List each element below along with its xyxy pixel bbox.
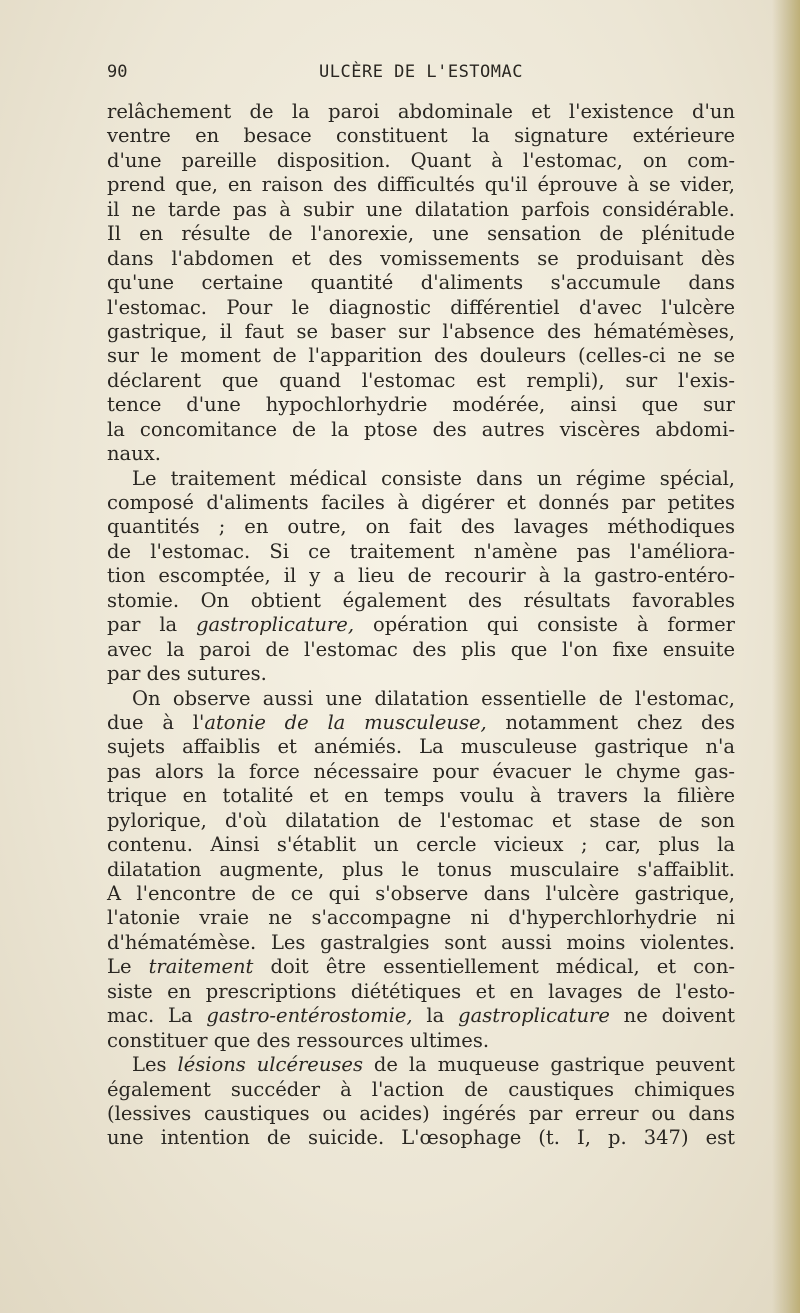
text-run: tion escomptée, il y a lieu de recourir à la gastro-entéro-	[107, 564, 735, 588]
text-run: due à l'	[107, 710, 205, 734]
text-run: relâchement de la paroi abdominale et l'existence d'un	[107, 100, 735, 123]
text-run: tence d'une hypochlorhydrie modérée, ainsi que sur	[107, 393, 735, 417]
text-line	[107, 809, 735, 833]
text-line	[107, 173, 735, 197]
text-line	[107, 344, 735, 368]
text-run: la concomitance de la ptose des autres viscères abdomi-	[107, 417, 735, 441]
text-run: déclarent que quand l'estomac est rempli), sur l'exis-	[107, 368, 735, 392]
page-number: 90	[107, 62, 128, 82]
text-run: quantités ; en outre, on fait des lavages méthodiques	[107, 515, 735, 539]
text-line	[107, 393, 735, 417]
text-line	[107, 1004, 735, 1028]
text-run: Le traitement médical consiste dans un régime spécial,	[132, 466, 735, 490]
text-run: Il en résulte de l'anorexie, une sensation de plénitude	[107, 222, 735, 246]
text-line	[107, 955, 735, 979]
text-line	[107, 760, 735, 784]
text-line	[107, 100, 735, 124]
text-line	[107, 1102, 735, 1126]
text-run: A l'encontre de ce qui s'observe dans l'ulcère gastrique,	[107, 882, 735, 905]
text-run: sur le moment de l'apparition des douleurs (celles-ci ne se	[107, 344, 735, 368]
text-run: trique en totalité et en temps voulu à travers la filière	[107, 784, 735, 808]
text-line	[107, 882, 735, 906]
text-line	[107, 442, 735, 466]
text-line	[107, 980, 735, 1004]
text-run: constituer que des ressources ultimes.	[107, 1028, 490, 1052]
text-run: (lessives caustiques ou acides) ingérés par erreur ou dans	[107, 1101, 735, 1125]
text-line	[107, 1078, 735, 1102]
text-line	[107, 589, 735, 613]
page-edge-shadow	[772, 0, 800, 1313]
text-run: également succéder à l'action de caustiques chimiques	[107, 1077, 735, 1101]
text-run: On observe aussi une dilatation essentielle de l'estomac,	[132, 686, 735, 710]
text-line	[107, 564, 735, 588]
text-line	[107, 638, 735, 662]
text-run: doit être essentiellement médical, et con-	[253, 955, 735, 979]
text-run: dilatation augmente, plus le tonus musculaire s'affaiblit.	[107, 857, 735, 881]
text-line	[107, 687, 735, 711]
text-run: prend que, en raison des difficultés qu'il éprouve à se vider,	[107, 173, 735, 197]
text-line	[107, 124, 735, 148]
text-run: par la	[107, 613, 197, 637]
text-run: naux.	[107, 442, 161, 466]
text-run: mac. La	[107, 1004, 207, 1028]
text-line	[107, 418, 735, 442]
text-run: une intention de suicide. L'œsophage (t. I, p. 347) est	[107, 1126, 735, 1150]
text-run: ne doivent	[609, 1004, 735, 1028]
text-line	[107, 296, 735, 320]
text-line	[107, 271, 735, 295]
text-line	[107, 613, 735, 637]
italic-term: gastroplicature,	[196, 613, 355, 637]
text-line	[107, 222, 735, 246]
text-run: sujets affaiblis et anémiés. La musculeuse gastrique n'a	[107, 735, 735, 759]
text-run: de la muqueuse gastrique peuvent	[362, 1053, 735, 1077]
text-line	[107, 467, 735, 491]
text-run: notamment chez des	[486, 710, 735, 734]
text-run: Les	[132, 1053, 178, 1077]
text-line	[107, 833, 735, 857]
text-run: ventre en besace constituent la signature extérieure	[107, 124, 735, 148]
running-title: ULCÈRE DE L'ESTOMAC	[319, 62, 523, 82]
text-line	[107, 369, 735, 393]
text-run: Le	[107, 955, 149, 979]
text-line	[107, 198, 735, 222]
text-run: pas alors la force nécessaire pour évacuer le chyme gas-	[107, 759, 735, 783]
text-line	[107, 711, 735, 735]
text-line	[107, 491, 735, 515]
text-run: dans l'abdomen et des vomissements se produisant dès	[107, 246, 735, 270]
text-run: par des sutures.	[107, 662, 267, 686]
text-line	[107, 515, 735, 539]
text-run: la	[412, 1004, 459, 1028]
text-line	[107, 784, 735, 808]
italic-term: atonie de la musculeuse,	[204, 710, 487, 734]
text-line	[107, 662, 735, 686]
text-line	[107, 858, 735, 882]
text-line	[107, 1029, 735, 1053]
italic-term: lésions ulcéreuses	[177, 1053, 363, 1077]
text-run: opération qui consiste à former	[354, 613, 735, 637]
text-run: composé d'aliments faciles à digérer et donnés par petites	[107, 491, 735, 514]
italic-term: gastro-entérostomie,	[206, 1004, 413, 1028]
italic-term: traitement	[148, 955, 254, 979]
text-line	[107, 247, 735, 271]
text-line	[107, 1053, 735, 1077]
text-line	[107, 149, 735, 173]
text-run: stomie. On obtient également des résultats favorables	[107, 588, 735, 612]
text-run: il ne tarde pas à subir une dilatation parfois considérable.	[107, 197, 735, 221]
text-line	[107, 906, 735, 930]
text-run: avec la paroi de l'estomac des plis que l'on fixe ensuite	[107, 637, 735, 661]
text-run: l'estomac. Pour le diagnostic différentiel d'avec l'ulcère	[107, 295, 735, 319]
text-run: qu'une certaine quantité d'aliments s'accumule dans	[107, 271, 735, 295]
text-run: siste en prescriptions diététiques et en lavages de l'esto-	[107, 979, 735, 1003]
text-run: l'atonie vraie ne s'accompagne ni d'hyperchlorhydrie ni	[107, 906, 735, 930]
text-line	[107, 931, 735, 955]
text-line	[107, 735, 735, 759]
text-run: d'hématémèse. Les gastralgies sont aussi moins violentes.	[107, 930, 735, 954]
text-run: contenu. Ainsi s'établit un cercle vicieux ; car, plus la	[107, 833, 735, 857]
text-run: d'une pareille disposition. Quant à l'estomac, on com-	[107, 148, 735, 172]
text-line	[107, 320, 735, 344]
italic-term: gastroplicature	[458, 1004, 610, 1028]
text-run: de l'estomac. Si ce traitement n'amène pas l'améliora-	[107, 539, 735, 563]
text-run: gastrique, il faut se baser sur l'absence des hématémèses,	[107, 319, 735, 343]
text-line	[107, 540, 735, 564]
body-text	[107, 100, 735, 1151]
text-line	[107, 1126, 735, 1150]
page-header	[107, 62, 735, 86]
text-run: pylorique, d'où dilatation de l'estomac et stase de son	[107, 808, 735, 832]
